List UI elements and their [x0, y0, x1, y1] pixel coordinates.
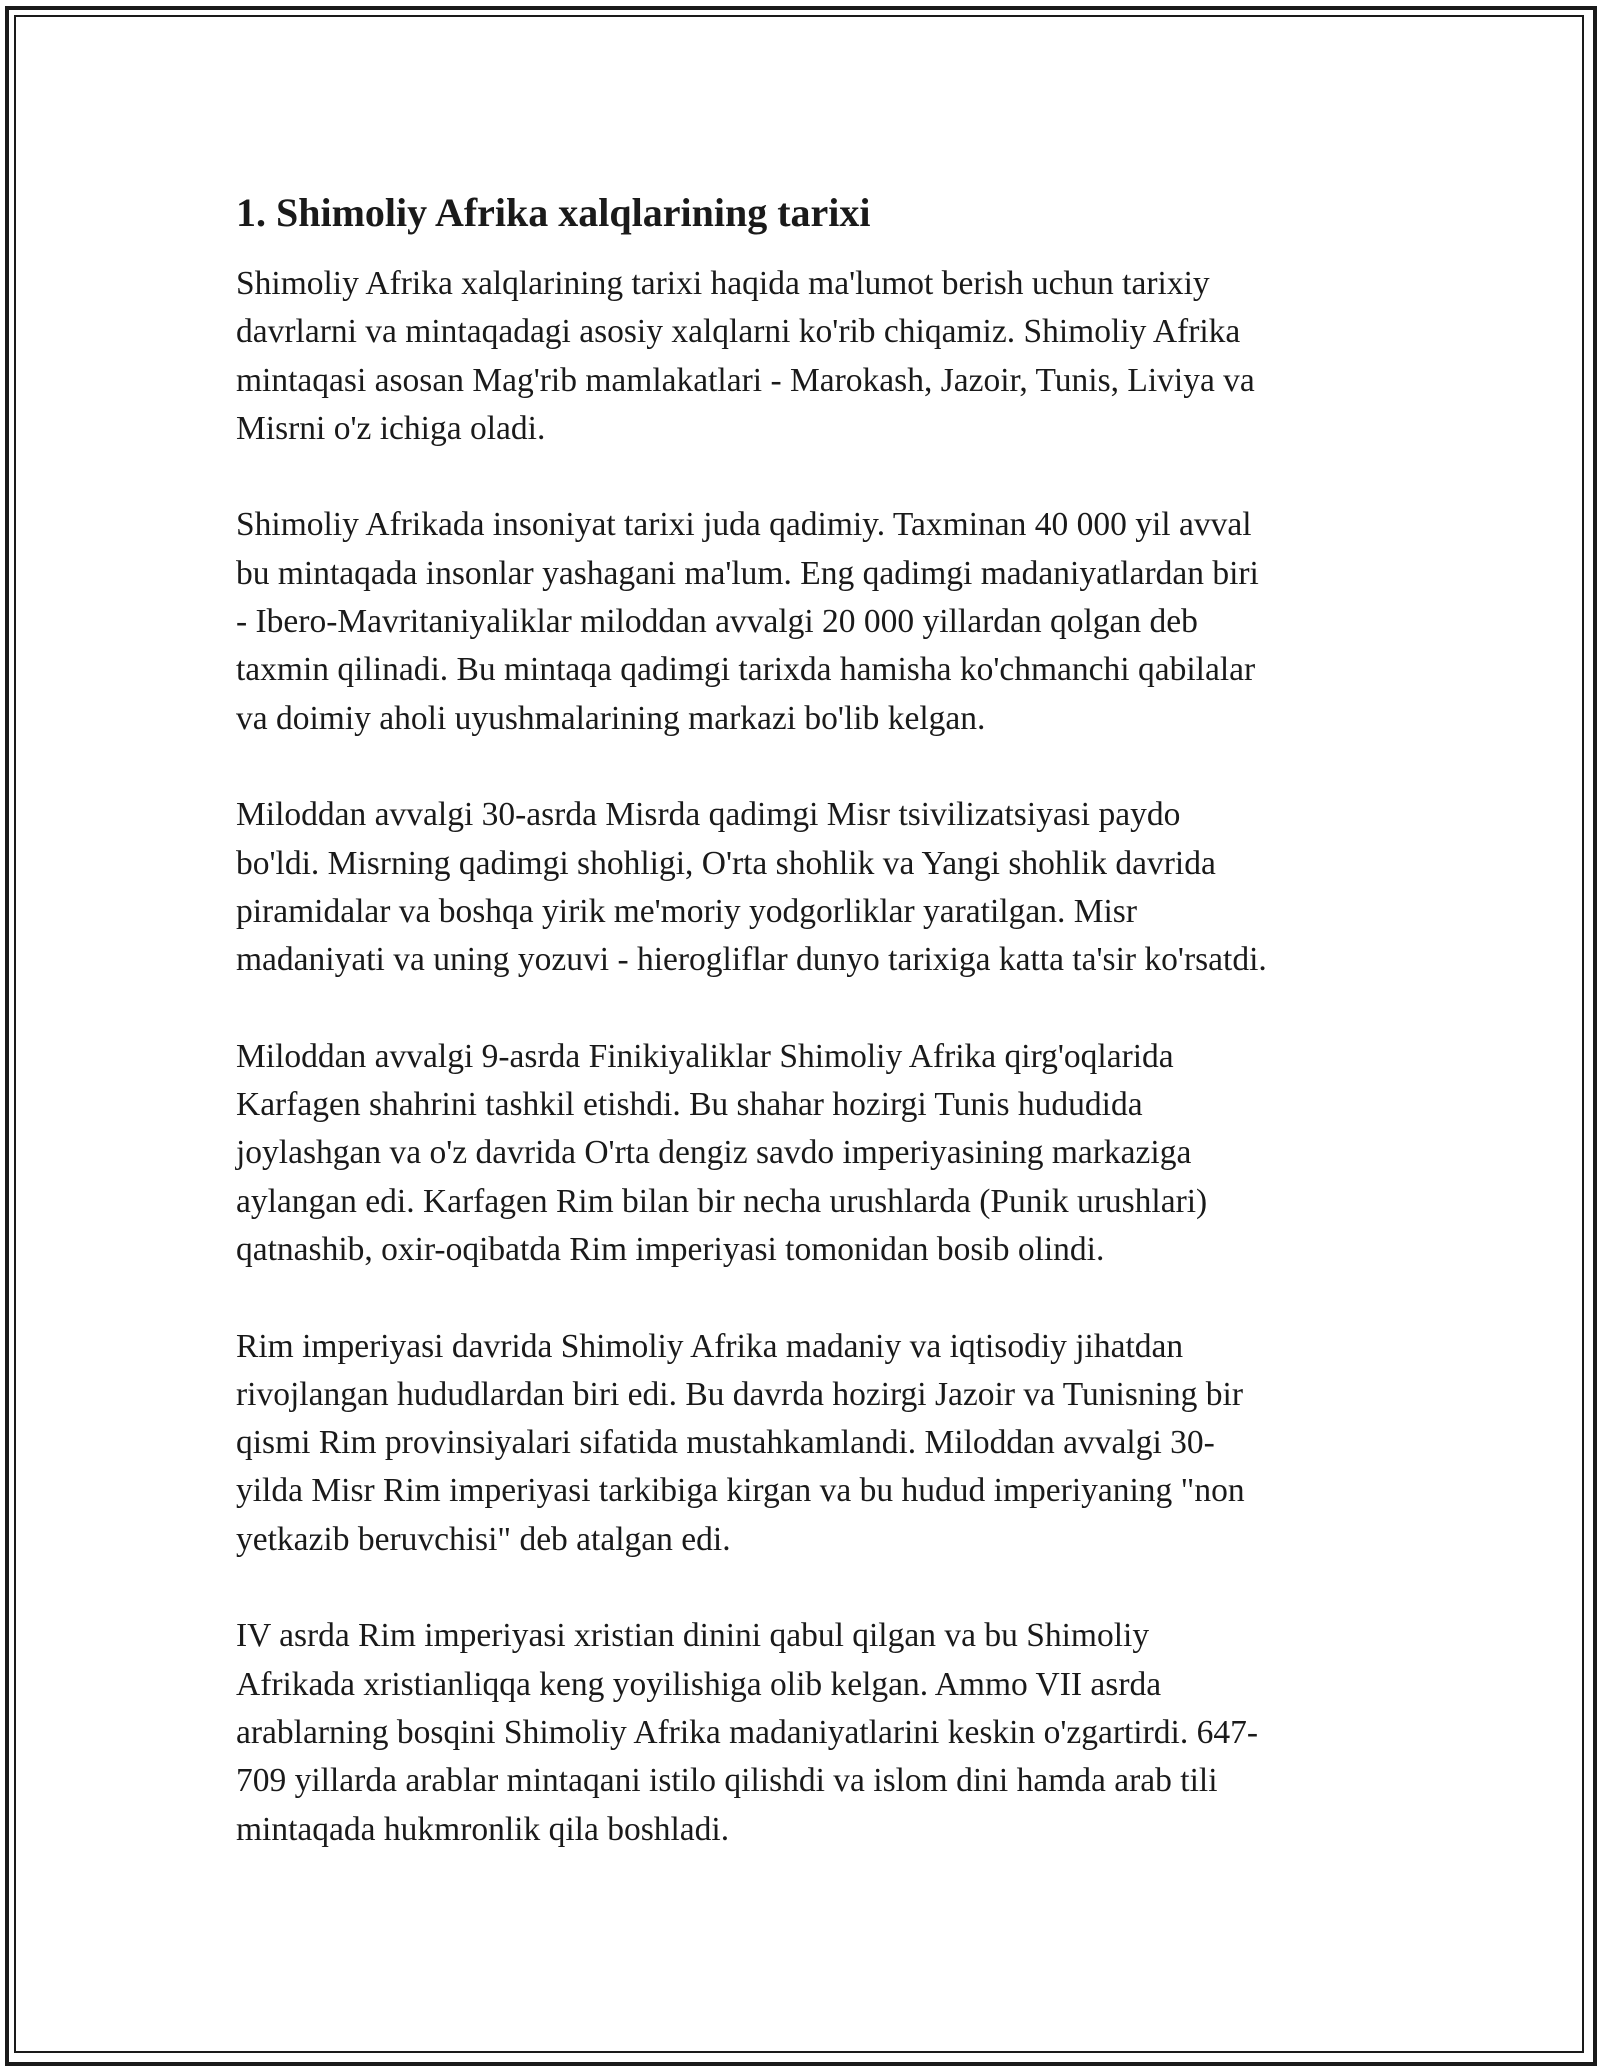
- section-heading: 1. Shimoliy Afrika xalqlarining tarixi: [236, 190, 871, 235]
- paragraph: [236, 1612, 1376, 1853]
- paragraph-line: IV asrda Rim imperiyasi xristian dinini qabul qilgan va bu Shimoliy: [236, 1617, 1150, 1655]
- paragraph: [236, 1033, 1376, 1274]
- paragraph-line: qatnashib, oxir-oqibatda Rim imperiyasi tomonidan bosib olindi.: [236, 1230, 1105, 1268]
- paragraph-line: Karfagen shahrini tashkil etishdi. Bu shahar hozirgi Tunis hududida: [236, 1086, 1143, 1124]
- paragraph-line: piramidalar va boshqa yirik me'moriy yodgorliklar yaratilgan. Misr: [236, 892, 1137, 930]
- paragraph-line: va doimiy aholi uyushmalarining markazi bo'lib kelgan.: [236, 699, 986, 737]
- paragraph-line: taxmin qilinadi. Bu mintaqa qadimgi tarixda hamisha ko'chmanchi qabilalar: [236, 651, 1256, 689]
- paragraph: [236, 1323, 1376, 1564]
- paragraph-line: mintaqasi asosan Mag'rib mamlakatlari - Marokash, Jazoir, Tunis, Liviya va: [236, 361, 1255, 399]
- paragraph-line: davrlarni va mintaqadagi asosiy xalqlarni ko'rib chiqamiz. Shimoliy Afrika: [236, 313, 1241, 351]
- paragraph: [236, 260, 1376, 453]
- paragraph-line: madaniyati va uning yozuvi - hierogliflar dunyo tarixiga katta ta'sir ko'rsatdi.: [236, 941, 1267, 979]
- paragraph-line: Miloddan avvalgi 9-asrda Finikiyaliklar Shimoliy Afrika qirg'oqlarida: [236, 1037, 1174, 1075]
- paragraph-list: [236, 260, 1376, 1854]
- paragraph: [236, 791, 1376, 984]
- paragraph-line: - Ibero-Mavritaniyaliklar miloddan avvalgi 20 000 yillardan qolgan deb: [236, 603, 1198, 641]
- paragraph-line: bu mintaqada insonlar yashagani ma'lum. Eng qadimgi madaniyatlardan biri: [236, 554, 1259, 592]
- paragraph-line: Afrikada xristianliqqa keng yoyilishiga olib kelgan. Ammo VII asrda: [236, 1665, 1162, 1703]
- paragraph-line: mintaqada hukmronlik qila boshladi.: [236, 1810, 730, 1848]
- paragraph-line: Rim imperiyasi davrida Shimoliy Afrika madaniy va iqtisodiy jihatdan: [236, 1327, 1184, 1365]
- paragraph-line: 709 yillarda arablar mintaqani istilo qilishdi va islom dini hamda arab tili: [236, 1762, 1218, 1800]
- paragraph-line: qismi Rim provinsiyalari sifatida mustahkamlandi. Miloddan avvalgi 30-: [236, 1424, 1215, 1462]
- paragraph-line: bo'ldi. Misrning qadimgi shohligi, O'rta shohlik va Yangi shohlik davrida: [236, 844, 1216, 882]
- paragraph-line: aylangan edi. Karfagen Rim bilan bir necha urushlarda (Punik urushlari): [236, 1182, 1208, 1220]
- paragraph-line: yetkazib beruvchisi" deb atalgan edi.: [236, 1520, 731, 1558]
- paragraph-line: Miloddan avvalgi 30-asrda Misrda qadimgi Misr tsivilizatsiyasi paydo: [236, 796, 1181, 834]
- paragraph-line: joylashgan va o'z davrida O'rta dengiz savdo imperiyasining markaziga: [236, 1134, 1192, 1172]
- paragraph-line: yilda Misr Rim imperiyasi tarkibiga kirgan va bu hudud imperiyaning "non: [236, 1472, 1245, 1510]
- paragraph-line: Shimoliy Afrikada insoniyat tarixi juda qadimiy. Taxminan 40 000 yil avval: [236, 506, 1252, 544]
- paragraph-line: rivojlangan hududlardan biri edi. Bu davrda hozirgi Jazoir va Tunisning bir: [236, 1375, 1244, 1413]
- paragraph-line: arablarning bosqini Shimoliy Afrika madaniyatlarini keskin o'zgartirdi. 647-: [236, 1713, 1258, 1751]
- paragraph-line: Shimoliy Afrika xalqlarining tarixi haqida ma'lumot berish uchun tarixiy: [236, 265, 1210, 302]
- document-body: [236, 188, 1376, 1902]
- paragraph: [236, 501, 1376, 742]
- paragraph-line: Misrni o'z ichiga oladi.: [236, 409, 546, 447]
